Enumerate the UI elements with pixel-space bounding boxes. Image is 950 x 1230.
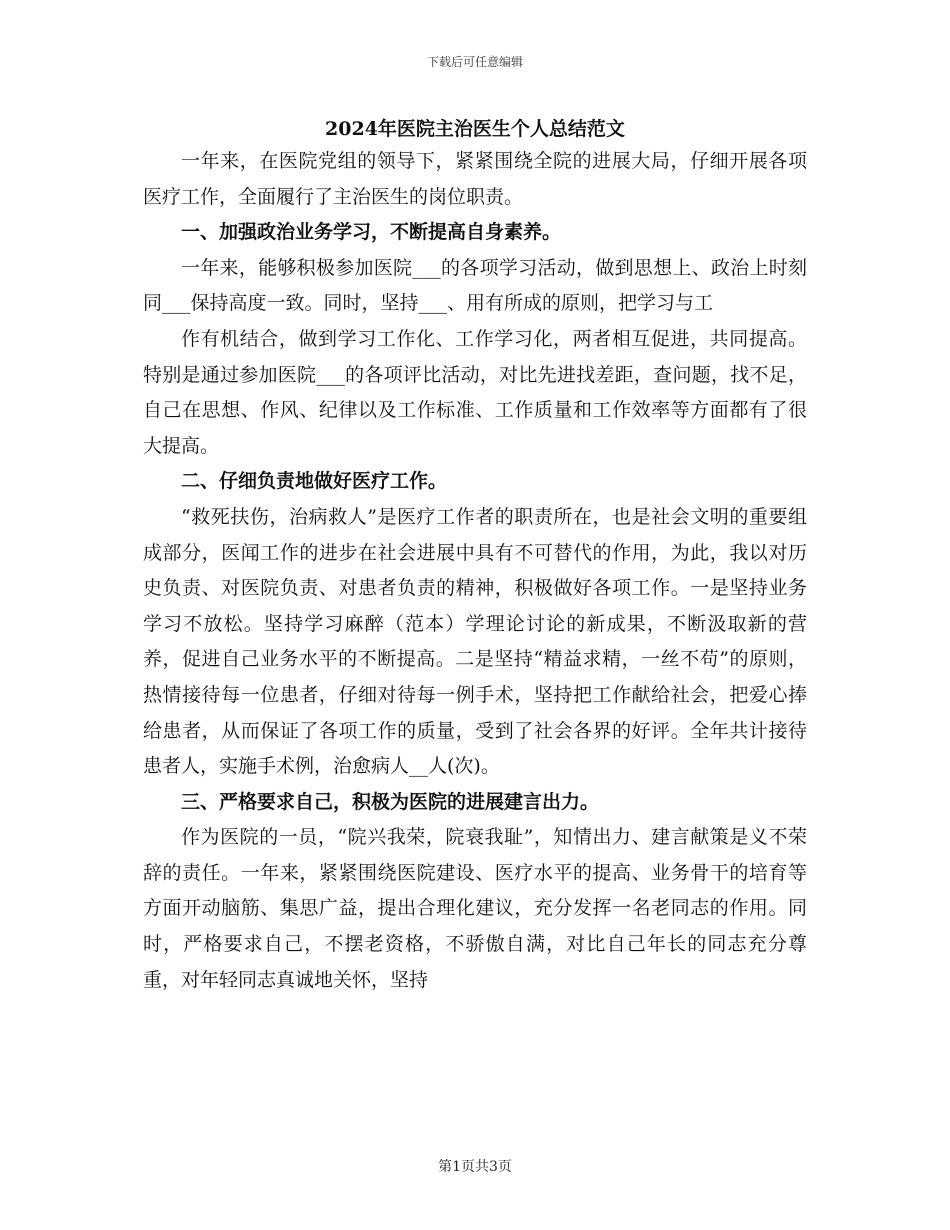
intro-paragraph: 一年来，在医院党组的领导下，紧紧围绕全院的进展大局，仔细开展各项医疗工作，全面履行了主治医生的岗位职责。	[143, 150, 807, 208]
section-3-paragraph-1: 作为医院的一员，“院兴我荣，院衰我耻”，知情出力、建言献策是义不荣辞的责任。一年来，紧紧围绕医院建设、医疗水平的提高、业务骨干的培育等方面开动脑筋、集思广益，提出合理化建议，充分发挥一名老同志的作用。同时，严格要求自己，不摆老资格，不骄傲自满，对比自己年长的同志充分尊重，对年轻同志真诚地关怀，坚持	[143, 826, 807, 991]
section-1-paragraph-1: 一年来，能够积极参加医院___的各项学习活动，做到思想上、政治上时刻同___保持高度一致。同时，坚持___、用有所成的原则，把学习与工	[143, 256, 807, 315]
section-2-paragraph-1: “救死扶伤，治病救人”是医疗工作者的职责所在，也是社会文明的重要组成部分，医闻工作的进步在社会进展中具有不可替代的作用，为此，我以对历史负责、对医院负责、对患者负责的精神，积极做好各项工作。一是坚持业务学习不放松。坚持学习麻醉（范本）学理论讨论的新成果，不断汲取新的营养，促进自己业务水平的不断提高。二是坚持“精益求精，一丝不苟”的原则，热情接待每一位患者，仔细对待每一例手术，坚持把工作献给社会，把爱心捧给患者，从而保证了各项工作的质量，受到了社会各界的好评。全年共计接待患者人，实施手术例，治愈病人__人(次)。	[143, 505, 807, 778]
section-heading-1: 一、加强政治业务学习，不断提高自身素养。	[181, 221, 562, 244]
section-1-paragraph-2: 作有机结合，做到学习工作化、工作学习化，两者相互促进，共同提高。特别是通过参加医院___的各项评比活动，对比先进找差距，查问题，找不足，自己在思想、作风、纪律以及工作标准、工作质量和工作效率等方面都有了很大提高。	[143, 327, 807, 457]
document-title: 2024年医院主治医生个人总结范文	[325, 118, 625, 140]
document-body	[143, 144, 807, 998]
page-footer: 第1页共3页	[438, 1159, 512, 1175]
page-header: 下载后可任意编辑	[426, 55, 523, 69]
section-heading-2: 二、仔细负责地做好医疗工作。	[181, 470, 448, 493]
section-heading-3: 三、严格要求自己，积极为医院的进展建言出力。	[181, 790, 600, 813]
